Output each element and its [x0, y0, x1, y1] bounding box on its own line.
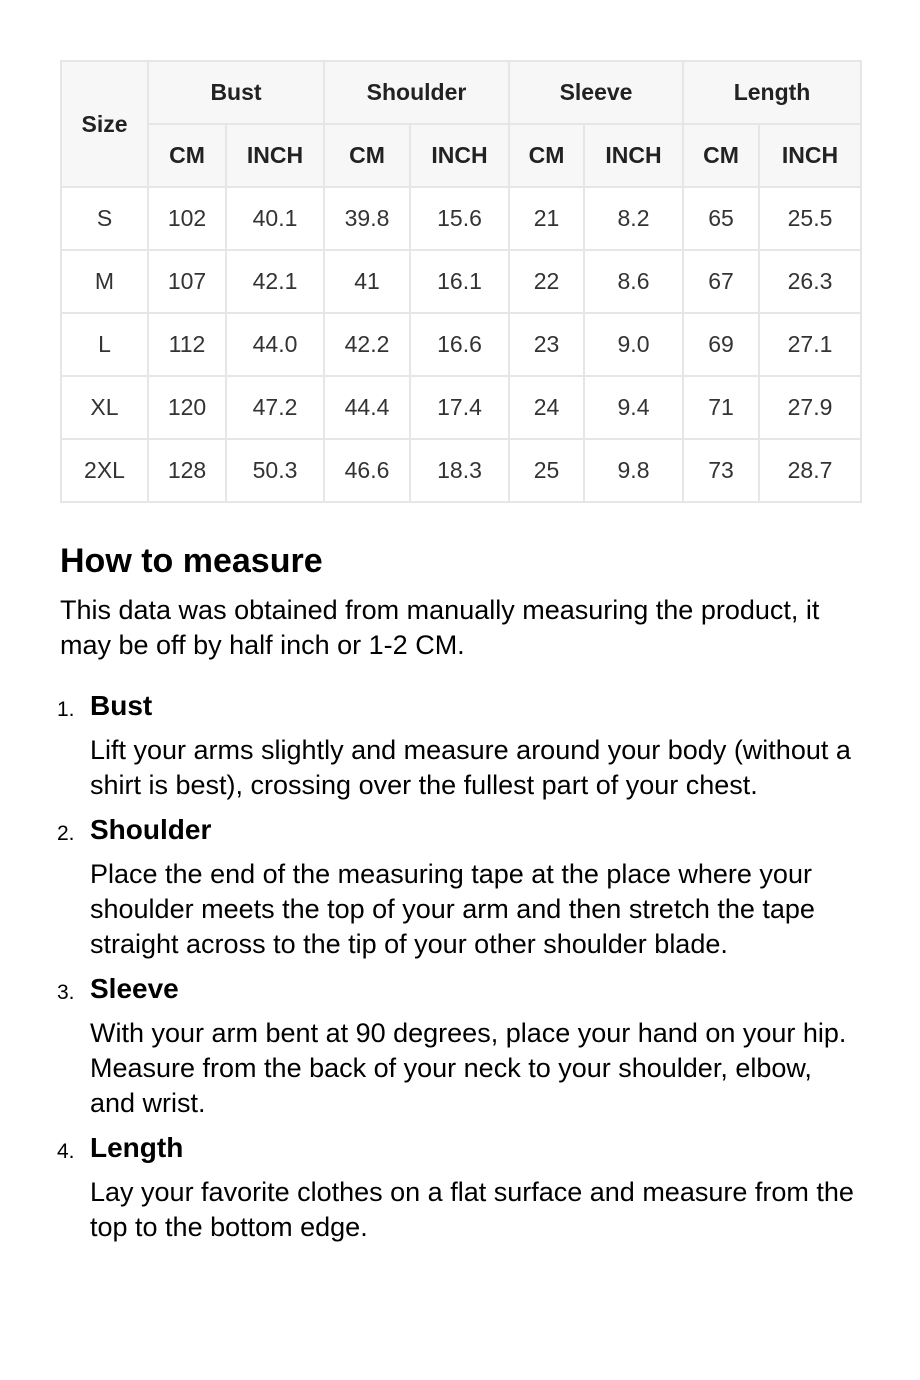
length-cm-cell: 69 [683, 313, 759, 376]
unit-header-inch: INCH [759, 124, 861, 187]
unit-header-inch: INCH [584, 124, 683, 187]
sleeve-inch-cell: 9.8 [584, 439, 683, 502]
shoulder-inch-cell: 17.4 [410, 376, 509, 439]
intro-text: This data was obtained from manually measuring the product, it may be off by half inch or 1-2 CM. [60, 595, 820, 660]
shoulder-cm-cell: 44.4 [324, 376, 410, 439]
sleeve-cm-cell: 24 [509, 376, 584, 439]
step-description-length: Lay your favorite clothes on a flat surface and measure from the top to the bottom edge. [90, 1177, 854, 1242]
length-cm-cell: 65 [683, 187, 759, 250]
table-row [61, 439, 861, 502]
step-description-bust: Lift your arms slightly and measure around your body (without a shirt is best), crossing over the fullest part of your chest. [90, 735, 851, 800]
step-number: 3. [57, 981, 75, 1004]
sleeve-cm-cell: 21 [509, 187, 584, 250]
size-cell: L [61, 313, 148, 376]
bust-cm-cell: 120 [148, 376, 226, 439]
step-title-bust: Bust [90, 690, 153, 721]
unit-header-inch: INCH [410, 124, 509, 187]
unit-header-cm: CM [509, 124, 584, 187]
shoulder-inch-cell: 16.6 [410, 313, 509, 376]
table-row [61, 376, 861, 439]
header-row-units [61, 124, 861, 187]
step-title-sleeve: Sleeve [90, 973, 179, 1004]
unit-header-inch: INCH [226, 124, 324, 187]
size-cell: M [61, 250, 148, 313]
unit-header-cm: CM [683, 124, 759, 187]
step-number: 2. [57, 822, 75, 845]
list-item [57, 972, 860, 1121]
shoulder-inch-cell: 18.3 [410, 439, 509, 502]
length-cm-cell: 73 [683, 439, 759, 502]
list-item [57, 689, 860, 803]
table-header [61, 61, 861, 187]
shoulder-cm-cell: 42.2 [324, 313, 410, 376]
table-row [61, 250, 861, 313]
shoulder-group-header: Shoulder [324, 61, 509, 124]
list-item [57, 1131, 860, 1245]
bust-cm-cell: 102 [148, 187, 226, 250]
size-chart-page [57, 60, 860, 1255]
bust-inch-cell: 50.3 [226, 439, 324, 502]
sleeve-inch-cell: 9.4 [584, 376, 683, 439]
size-cell: 2XL [61, 439, 148, 502]
step-number: 1. [57, 698, 75, 721]
table-row [61, 313, 861, 376]
shoulder-cm-cell: 46.6 [324, 439, 410, 502]
bust-cm-cell: 112 [148, 313, 226, 376]
measurement-steps-list [57, 689, 860, 1245]
list-item [57, 813, 860, 962]
how-to-measure-heading: How to measure [60, 542, 323, 580]
shoulder-cm-cell: 41 [324, 250, 410, 313]
bust-inch-cell: 40.1 [226, 187, 324, 250]
length-inch-cell: 27.9 [759, 376, 861, 439]
bust-group-header: Bust [148, 61, 324, 124]
length-inch-cell: 28.7 [759, 439, 861, 502]
length-inch-cell: 27.1 [759, 313, 861, 376]
sleeve-inch-cell: 8.2 [584, 187, 683, 250]
sleeve-cm-cell: 25 [509, 439, 584, 502]
size-chart-table [60, 60, 862, 503]
bust-inch-cell: 42.1 [226, 250, 324, 313]
length-group-header: Length [683, 61, 861, 124]
step-title-shoulder: Shoulder [90, 814, 212, 845]
unit-header-cm: CM [324, 124, 410, 187]
size-column-header: Size [61, 61, 148, 187]
sleeve-cm-cell: 22 [509, 250, 584, 313]
bust-inch-cell: 47.2 [226, 376, 324, 439]
step-title-length: Length [90, 1132, 184, 1163]
shoulder-cm-cell: 39.8 [324, 187, 410, 250]
table-body [61, 187, 861, 502]
bust-inch-cell: 44.0 [226, 313, 324, 376]
step-description-sleeve: With your arm bent at 90 degrees, place your hand on your hip. Measure from the back of your neck to your shoulder, elbow, and wrist. [90, 1018, 847, 1118]
step-number: 4. [57, 1140, 75, 1163]
shoulder-inch-cell: 16.1 [410, 250, 509, 313]
shoulder-inch-cell: 15.6 [410, 187, 509, 250]
length-inch-cell: 26.3 [759, 250, 861, 313]
header-row-groups [61, 61, 861, 124]
sleeve-inch-cell: 9.0 [584, 313, 683, 376]
table-row [61, 187, 861, 250]
length-cm-cell: 67 [683, 250, 759, 313]
bust-cm-cell: 107 [148, 250, 226, 313]
unit-header-cm: CM [148, 124, 226, 187]
length-inch-cell: 25.5 [759, 187, 861, 250]
bust-cm-cell: 128 [148, 439, 226, 502]
length-cm-cell: 71 [683, 376, 759, 439]
size-cell: S [61, 187, 148, 250]
size-cell: XL [61, 376, 148, 439]
sleeve-group-header: Sleeve [509, 61, 683, 124]
sleeve-cm-cell: 23 [509, 313, 584, 376]
sleeve-inch-cell: 8.6 [584, 250, 683, 313]
step-description-shoulder: Place the end of the measuring tape at the place where your shoulder meets the top of your arm and then stretch the tape straight across to the tip of your other shoulder blade. [90, 859, 815, 959]
